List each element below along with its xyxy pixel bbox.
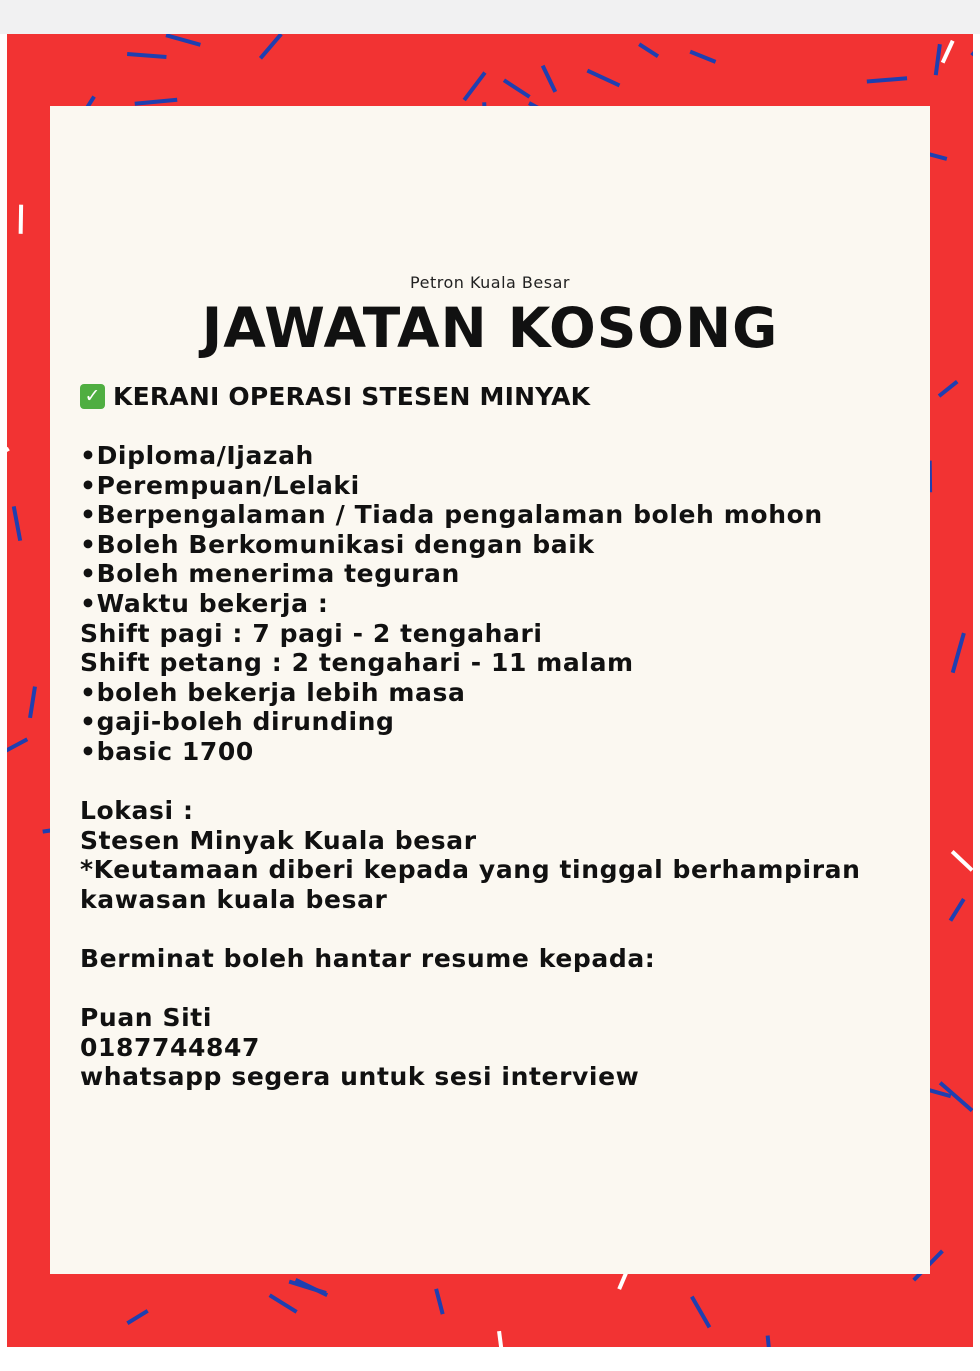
confetti-dash bbox=[972, 53, 973, 68]
requirement-item: •Boleh Berkomunikasi dengan baik bbox=[80, 529, 595, 559]
confetti-dash bbox=[14, 506, 20, 540]
confetti-dash bbox=[499, 1331, 502, 1347]
poster-card bbox=[50, 106, 930, 1274]
confetti-dash bbox=[127, 54, 166, 57]
confetti-dash bbox=[639, 44, 658, 56]
spacer bbox=[80, 915, 910, 945]
position-heading bbox=[80, 379, 910, 413]
poster-content bbox=[80, 379, 910, 1092]
confetti-dash bbox=[867, 78, 907, 81]
confetti-dash bbox=[7, 449, 9, 464]
location-line: kawasan kuala besar bbox=[80, 884, 388, 914]
confetti-dash bbox=[939, 382, 957, 397]
contact-name: Puan Siti bbox=[80, 1003, 212, 1033]
confetti-dash bbox=[464, 73, 485, 100]
confetti-dash bbox=[436, 1289, 443, 1314]
confetti-dash bbox=[587, 71, 619, 86]
top-strip bbox=[0, 0, 980, 34]
confetti-dash bbox=[30, 687, 35, 718]
location-line: Stesen Minyak Kuala besar bbox=[80, 825, 477, 855]
requirement-item: Shift pagi : 7 pagi - 2 tengahari bbox=[80, 618, 543, 648]
confetti-dash bbox=[690, 52, 715, 62]
confetti-dash bbox=[952, 852, 972, 871]
confetti-dash bbox=[936, 44, 940, 75]
requirement-item: •basic 1700 bbox=[80, 736, 254, 766]
confetti-dash bbox=[543, 66, 556, 92]
poster-title: JAWATAN KOSONG bbox=[201, 296, 779, 360]
apply-instruction: Berminat boleh hantar resume kepada: bbox=[80, 944, 656, 974]
contact-note: whatsapp segera untuk sesi interview bbox=[80, 1062, 640, 1092]
location-line: Lokasi : bbox=[80, 796, 194, 826]
requirement-item: •boleh bekerja lebih masa bbox=[80, 677, 466, 707]
confetti-dash bbox=[135, 100, 177, 104]
contact-phone: 0187744847 bbox=[80, 1032, 260, 1062]
confetti-dash bbox=[166, 35, 200, 45]
bottom-strip bbox=[0, 1347, 980, 1371]
poster-subtitle: Petron Kuala Besar bbox=[410, 273, 570, 292]
confetti-dash bbox=[953, 633, 964, 673]
confetti-dash bbox=[943, 41, 953, 63]
requirement-item: Shift petang : 2 tengahari - 11 malam bbox=[80, 648, 634, 678]
confetti-dash bbox=[940, 1083, 972, 1111]
spacer bbox=[80, 974, 910, 1004]
confetti-dash bbox=[768, 1336, 770, 1347]
confetti-dash bbox=[270, 1295, 297, 1312]
requirement-item: •gaji-boleh dirunding bbox=[80, 707, 395, 737]
confetti-dash bbox=[692, 1297, 710, 1328]
requirement-item: •Berpengalaman / Tiada pengalaman boleh mohon bbox=[80, 500, 823, 530]
position-title: KERANI OPERASI STESEN MINYAK bbox=[113, 381, 591, 411]
confetti-dash bbox=[950, 899, 963, 921]
check-mark-icon: ✓ bbox=[80, 384, 105, 409]
confetti-dash bbox=[7, 739, 27, 758]
requirement-item: •Boleh menerima teguran bbox=[80, 559, 460, 589]
requirements-list bbox=[80, 441, 910, 1092]
location-line: *Keutamaan diberi kepada yang tinggal berhampiran bbox=[80, 855, 861, 885]
confetti-dash bbox=[504, 80, 530, 97]
confetti-dash bbox=[127, 1311, 147, 1323]
requirement-item: •Perempuan/Lelaki bbox=[80, 470, 360, 500]
requirement-item: •Waktu bekerja : bbox=[80, 588, 329, 618]
spacer bbox=[80, 767, 910, 797]
requirement-item: •Diploma/Ijazah bbox=[80, 441, 314, 470]
confetti-dash bbox=[260, 34, 281, 58]
confetti-dash bbox=[289, 1282, 326, 1293]
